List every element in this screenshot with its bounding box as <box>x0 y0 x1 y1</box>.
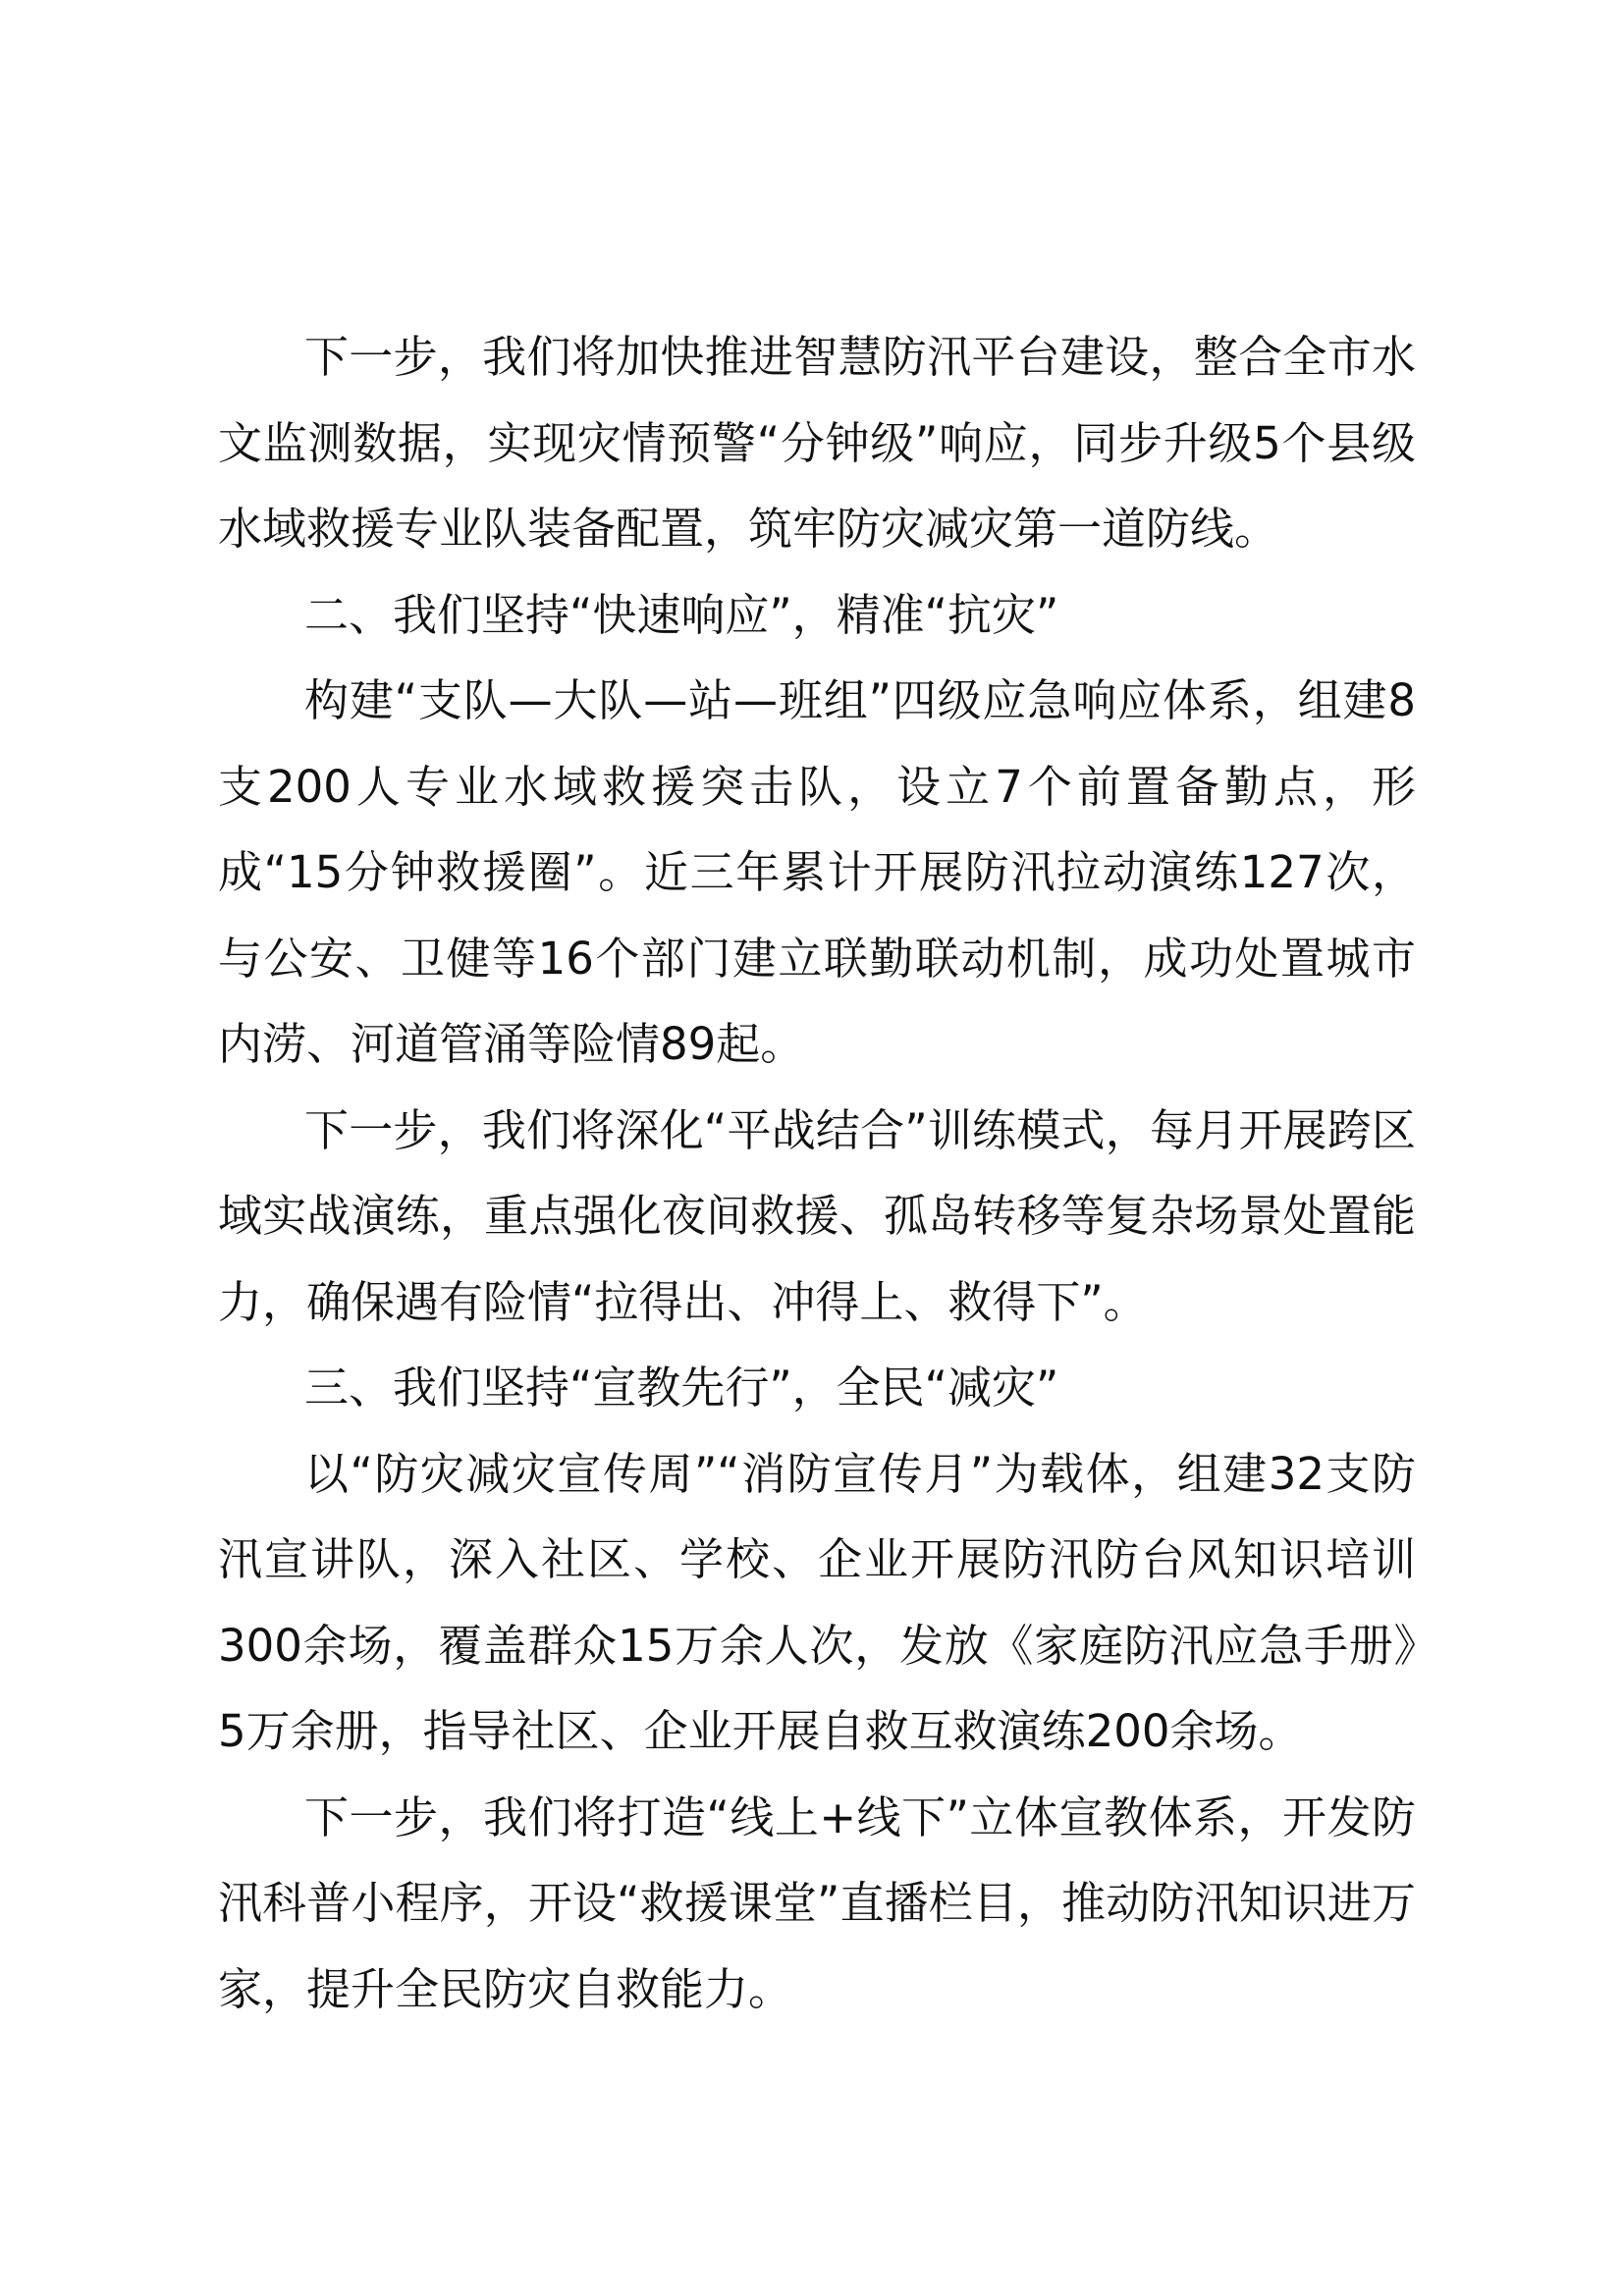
paragraph-response-system: 构建“支队—大队—站—班组”四级应急响应体系，组建8支200人专业水域救援突击队，设立7个前置备勤点，形成“15分钟救援圈”。近三年累计开展防汛拉动演练127次，与公安、卫健等16个部门建立联勤联动机制，成功处置城市内涝、河道管涌等险情89起。 <box>218 674 1416 1070</box>
section-heading-2: 二、我们坚持“快速响应”，精准“抗灾” <box>304 588 1059 641</box>
paragraph-publicity: 以“防灾减灾宣传周”“消防宣传月”为载体，组建32支防汛宣讲队，深入社区、学校、企业开展防汛防台风知识培训300余场，覆盖群众15万余人次，发放《家庭防汛应急手册》5万余册，指导社区、企业开展自救互救演练200余场。 <box>218 1447 1416 1757</box>
section-heading-3: 三、我们坚持“宣教先行”，全民“减灾” <box>304 1362 1059 1414</box>
paragraph-next-step-training: 下一步，我们将深化“平战结合”训练模式，每月开展跨区域实战演练，重点强化夜间救援、孤岛转移等复杂场景处置能力，确保遇有险情“拉得出、冲得上、救得下”。 <box>218 1103 1416 1328</box>
paragraph-next-step-platform: 下一步，我们将加快推进智慧防汛平台建设，整合全市水文监测数据，实现灾情预警“分钟级”响应，同步升级5个县级水域救援专业队装备配置，筑牢防灾减灾第一道防线。 <box>218 331 1416 555</box>
document-body <box>218 314 1416 2032</box>
paragraph-next-step-education: 下一步，我们将打造“线上+线下”立体宣教体系，开发防汛科普小程序，开设“救援课堂”直播栏目，推动防汛知识进万家，提升全民防灾自救能力。 <box>218 1790 1416 2015</box>
